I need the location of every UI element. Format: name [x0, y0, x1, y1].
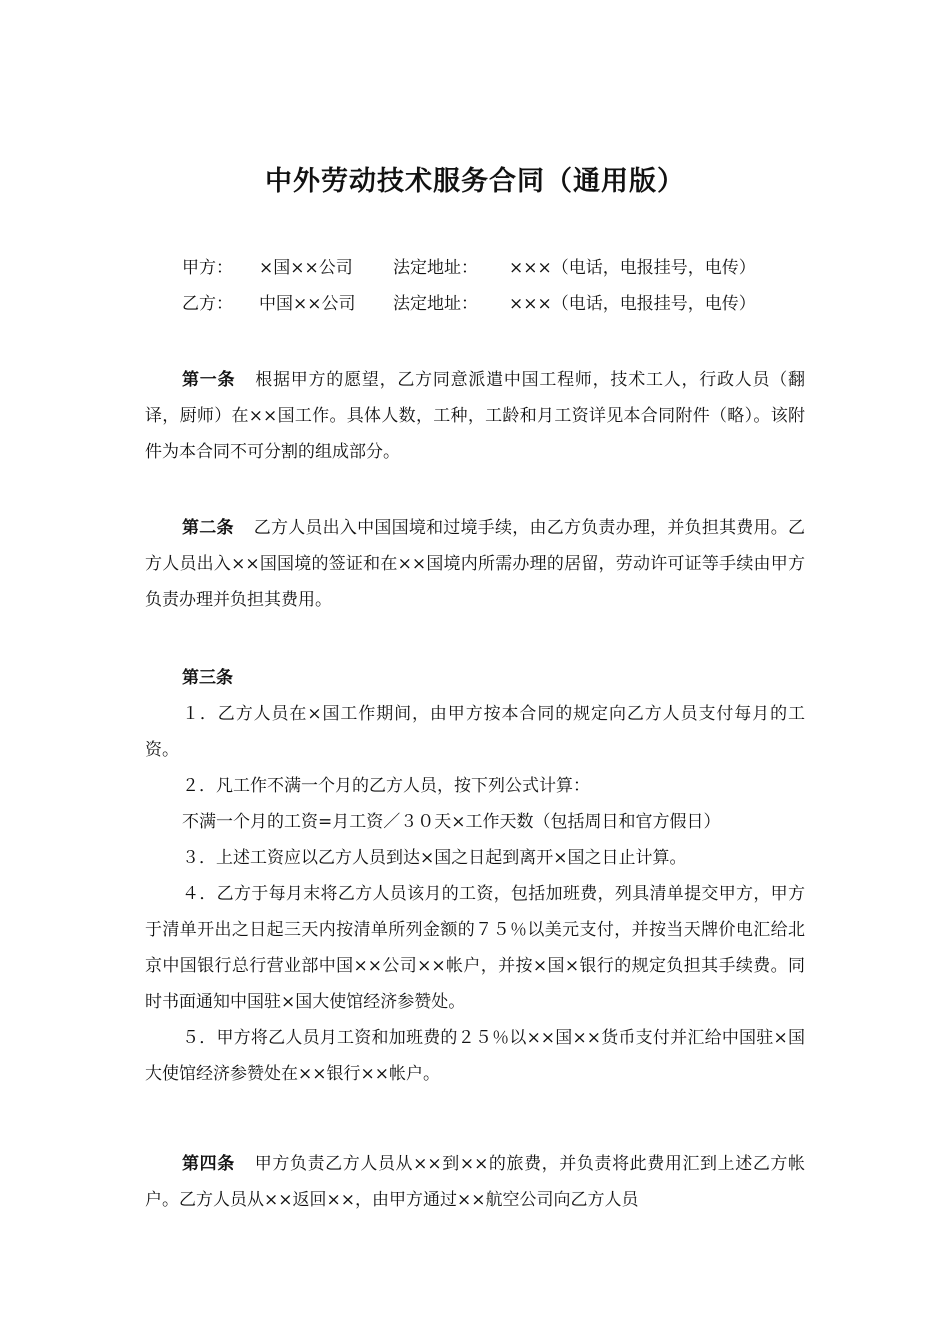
parties-block [145, 250, 805, 322]
article-4-label: 第四条 [182, 1154, 235, 1174]
page-title: 中外劳动技术服务合同（通用版） [265, 166, 685, 197]
party-b-role: 乙方： [182, 294, 233, 314]
article-4 [145, 1146, 805, 1218]
article-3-item-2: ２．凡工作不满一个月的乙方人员，按下列公式计算： [182, 776, 590, 796]
article-4-text: 甲方负责乙方人员从××到××的旅费，并负责将此费用汇到上述乙方帐户。乙方人员从××返回××，由甲方通过××航空公司向乙方人员 [145, 1154, 806, 1210]
party-b-company: 中国××公司 [259, 294, 356, 314]
party-b-line [145, 286, 805, 322]
party-b-address-label: 法定地址： [393, 294, 478, 314]
article-1 [145, 362, 805, 470]
article-3-item-5: ５．甲方将乙人员月工资和加班费的２５％以××国××货币支付并汇给中国驻×国大使馆经济参赞处在××银行××帐户。 [145, 1028, 805, 1084]
article-2-text: 乙方人员出入中国国境和过境手续，由乙方负责办理，并负担其费用。乙方人员出入××国国境的签证和在××国境内所需办理的居留，劳动许可证等手续由甲方负责办理并负担其费用。 [145, 518, 806, 610]
article-3-item-4: ４．乙方于每月末将乙方人员该月的工资，包括加班费，列具清单提交甲方，甲方于清单开出之日起三天内按清单所列金额的７５％以美元支付，并按当天牌价电汇给北京中国银行总行营业部中国××公司××帐户，并按×国×银行的规定负担其手续费。同时书面通知中国驻×国大使馆经济参赞处。 [145, 884, 805, 1012]
article-3-item-3: ３．上述工资应以乙方人员到达×国之日起到离开×国之日止计算。 [182, 848, 687, 868]
article-2-paragraph [145, 510, 805, 618]
party-b-address: ×××（电话，电报挂号，电传） [509, 294, 756, 314]
article-1-paragraph [145, 362, 805, 470]
article-1-label: 第一条 [182, 370, 236, 390]
party-a-address-label: 法定地址： [393, 258, 478, 278]
article-3-label: 第三条 [182, 668, 233, 688]
article-3-formula: 不满一个月的工资=月工资／３０天×工作天数（包括周日和官方假日） [182, 812, 721, 832]
party-a-role: 甲方： [182, 258, 233, 278]
article-1-text: 根据甲方的愿望，乙方同意派遣中国工程师，技术工人，行政人员（翻译，厨师）在××国工作。具体人数，工种，工龄和月工资详见本合同附件（略）。该附件为本合同不可分割的组成部分。 [145, 370, 806, 462]
article-3 [145, 660, 805, 1092]
party-a-line [145, 250, 805, 286]
article-4-paragraph [145, 1146, 805, 1218]
party-a-address: ×××（电话，电报挂号，电传） [509, 258, 756, 278]
article-3-item-1: １．乙方人员在×国工作期间，由甲方按本合同的规定向乙方人员支付每月的工资。 [145, 704, 805, 760]
article-2 [145, 510, 805, 618]
article-2-label: 第二条 [182, 518, 234, 538]
party-a-company: ×国××公司 [259, 258, 353, 278]
